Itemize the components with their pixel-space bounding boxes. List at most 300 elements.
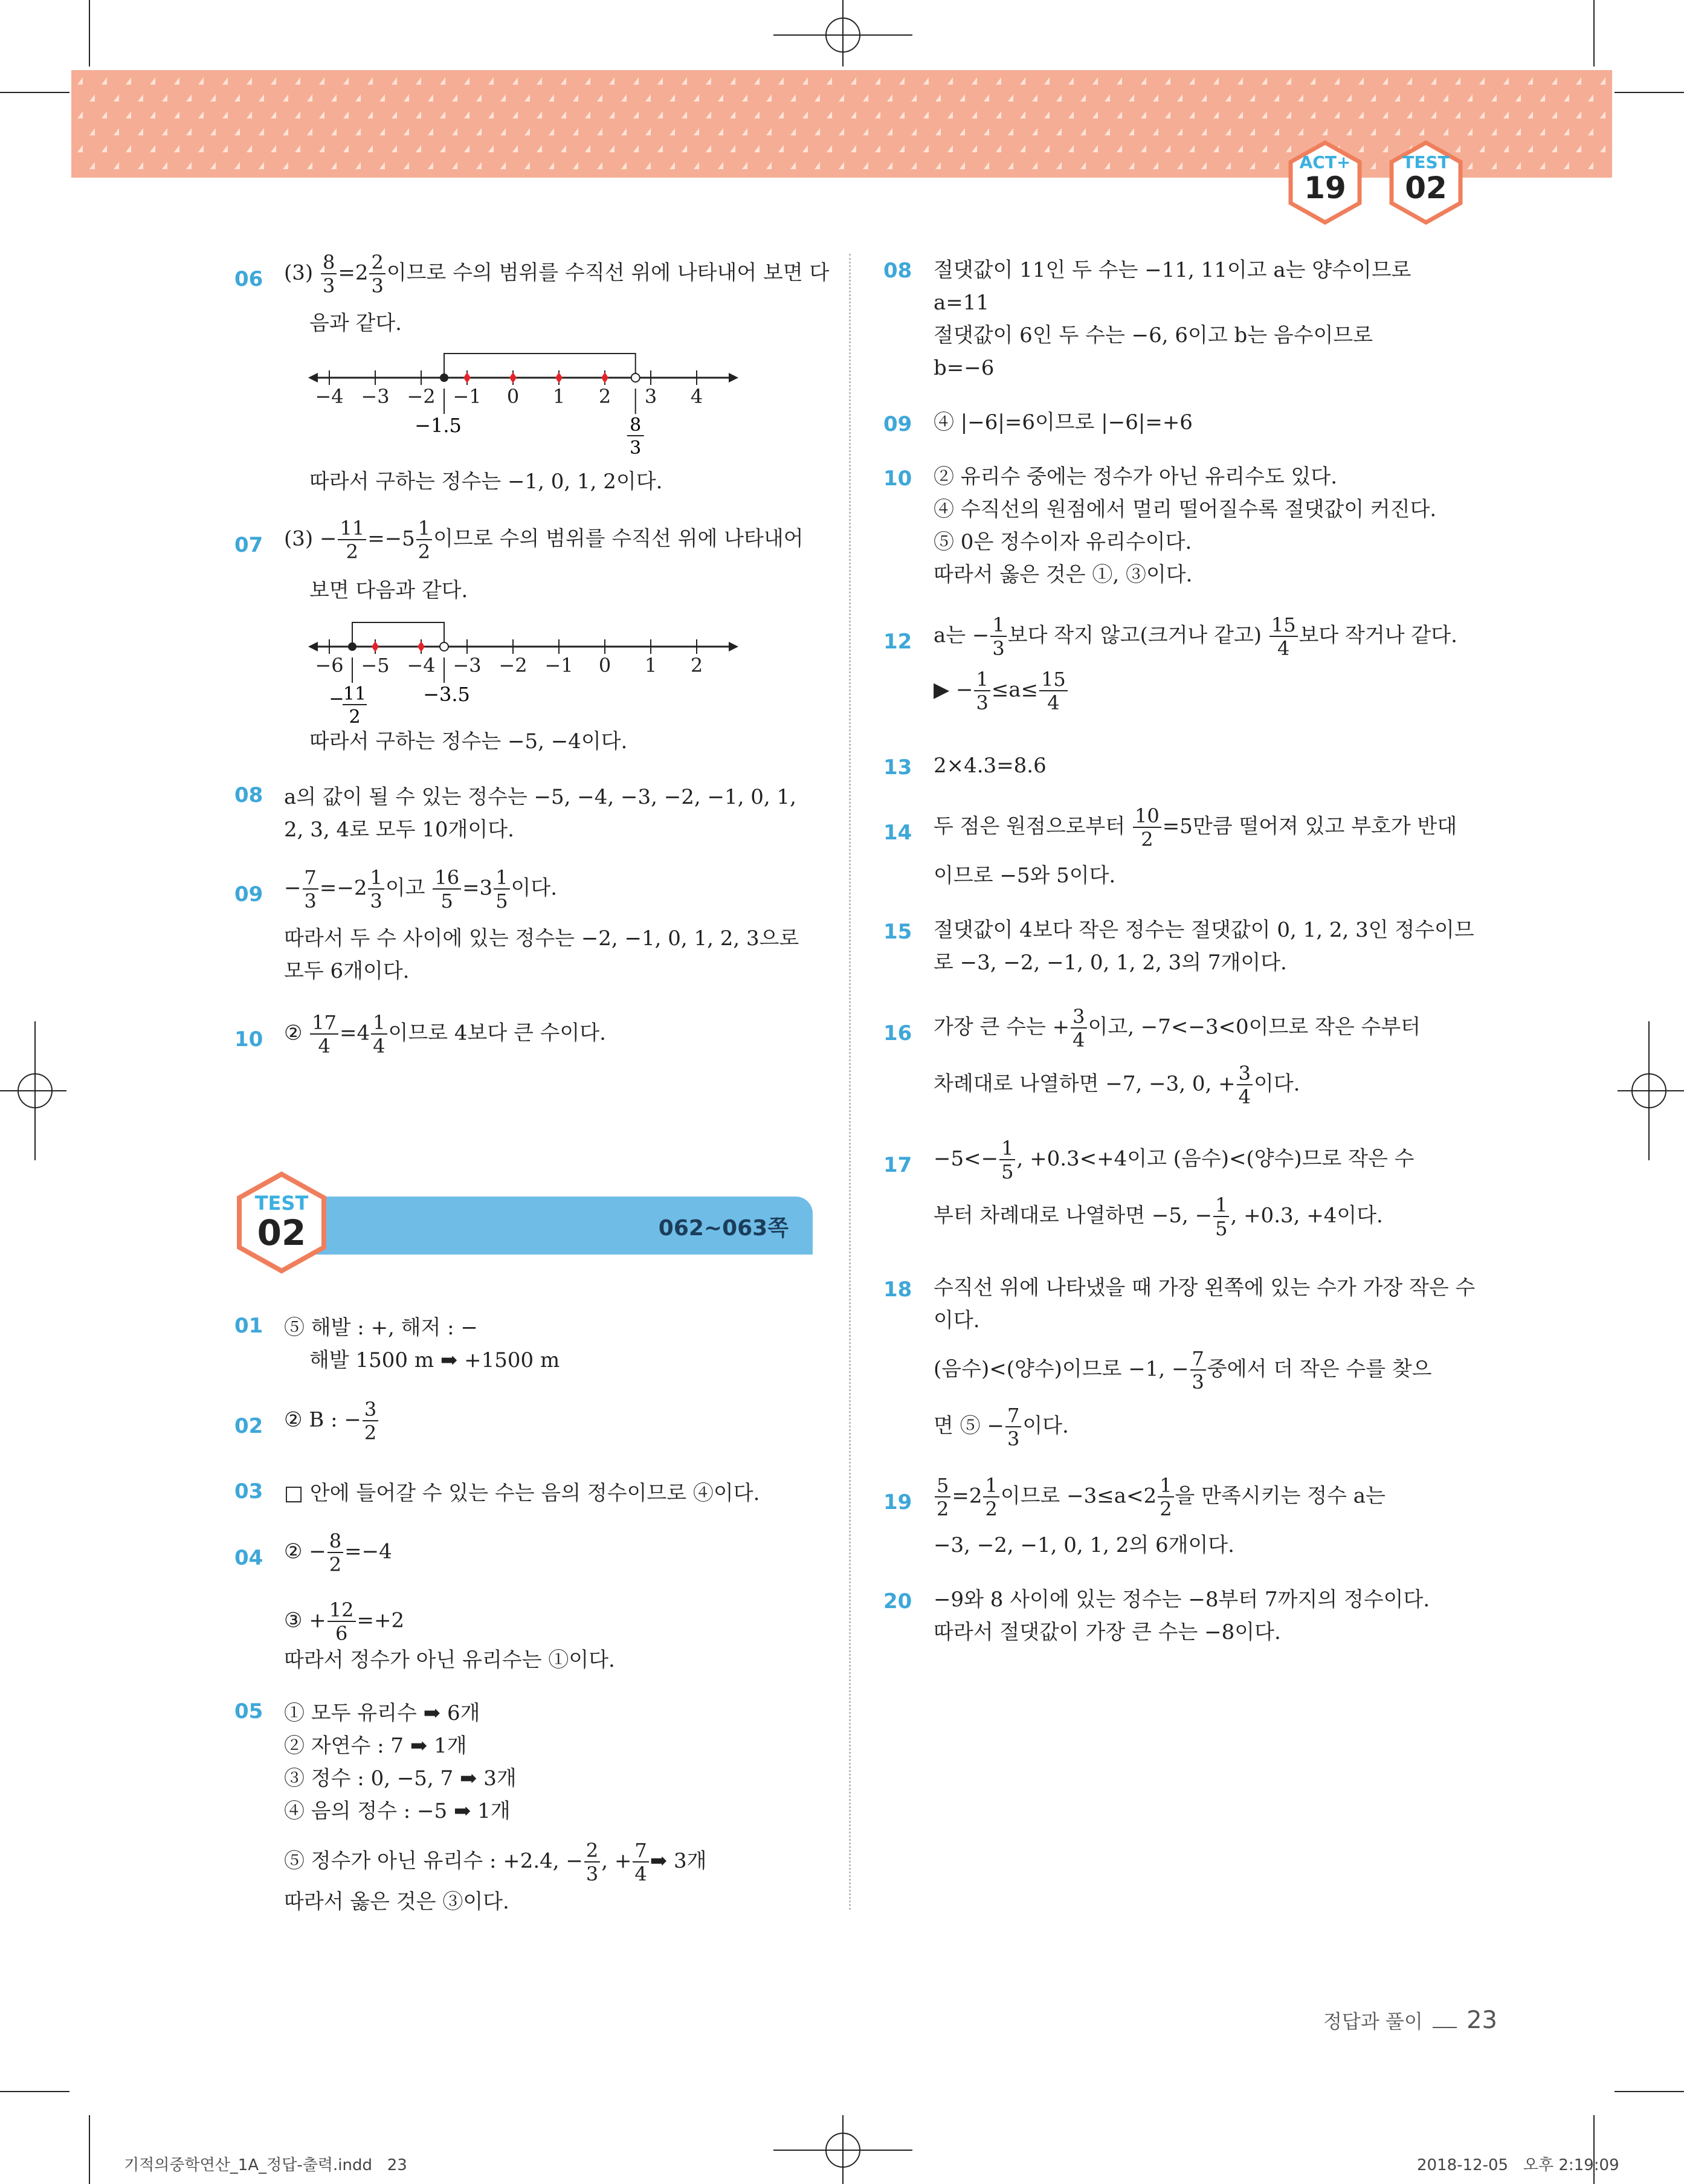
banner-pattern-mark [1262,111,1267,118]
banner-pattern-mark [1310,77,1315,85]
banner-pattern-mark [1358,77,1364,85]
banner-pattern-mark [89,94,95,102]
banner-pattern-mark [899,111,905,118]
banner-pattern-mark [1540,94,1545,102]
tick-label: −2 [498,654,527,677]
banner-pattern-mark [984,94,989,102]
fraction: $\frac{1}{2}$ [983,1476,999,1519]
banner-pattern-mark [440,145,445,152]
banner-pattern-mark [1008,94,1013,102]
fraction: $\frac{16}{5}$ [433,868,461,911]
banner-pattern-mark [947,111,953,118]
banner-pattern-mark [1044,145,1050,152]
question-number: 12 [883,630,912,654]
fraction: $\frac{3}{4}$ [1237,1064,1253,1107]
banner-pattern-mark [367,145,373,152]
banner-pattern-mark [331,128,337,135]
test-section-label: TEST [254,1192,309,1215]
banner-pattern-mark [1382,145,1388,152]
range-high-numerator: 8 [630,415,642,436]
answer-line: a=11 [934,291,990,315]
banner-pattern-mark [126,145,131,152]
banner-pattern-mark [186,128,192,135]
arrow-right-icon [729,373,738,383]
banner-pattern-mark [379,162,385,169]
banner-pattern-mark [1274,128,1279,135]
banner-pattern-mark [815,128,820,135]
banner-pattern-mark [1431,111,1436,118]
registration-mark-icon [1618,1021,1684,1160]
banner-pattern-mark [1322,128,1328,135]
banner-pattern-mark [1201,162,1207,169]
banner-pattern-mark [343,77,349,85]
fraction: $\frac{11}{2}$ [338,519,366,561]
banner-pattern-mark [766,128,772,135]
question-number: 06 [234,267,263,291]
answer-line: 절댓값이 4보다 작은 정수는 절댓값이 0, 1, 2, 3인 정수이므 [934,918,1474,942]
tick-label: 2 [690,654,703,677]
banner-pattern-mark [1515,94,1521,102]
tick-label: 0 [506,385,520,408]
banner-pattern-mark [1129,128,1134,135]
banner-pattern-mark [234,128,240,135]
banner-pattern-mark [1528,111,1533,118]
open-endpoint [440,642,448,651]
fraction: $\frac{10}{2}$ [1133,806,1161,849]
banner-pattern-mark [1455,77,1460,85]
banner-pattern-mark [1274,162,1279,169]
banner-pattern-mark [283,162,288,169]
banner-pattern-mark [259,94,264,102]
tick-label: 0 [598,654,611,677]
banner-pattern-mark [416,145,421,152]
banner-pattern-mark [839,128,844,135]
banner-pattern-mark [77,77,83,85]
fraction: $\frac{15}{4}$ [1039,670,1068,712]
banner-pattern-mark [343,145,349,152]
banner-pattern-mark [162,162,167,169]
banner-pattern-mark [972,111,977,118]
banner-pattern-mark [114,94,119,102]
banner-pattern-mark [1056,162,1062,169]
banner-pattern-mark [126,111,131,118]
answer-line: (3) $\frac{8}{3}$ =2 $\frac{2}{3}$ 이므로 수의 범위를 수직선 위에 나타내어 보면 다 [284,251,830,297]
banner-pattern-mark [972,145,977,152]
range-low-numerator: 11 [343,683,367,705]
banner-pattern-mark [669,94,675,102]
banner-pattern-mark [657,77,663,85]
closed-endpoint [440,373,448,382]
banner-pattern-mark [597,128,602,135]
banner-pattern-mark [851,145,856,152]
integer-point-marker [418,641,425,652]
banner-pattern-mark [428,162,433,169]
banner-pattern-mark [960,94,965,102]
tick-label: −6 [315,654,344,677]
banner-pattern-mark [1189,145,1195,152]
question-number: 08 [234,783,263,807]
banner-pattern-mark [1370,162,1376,169]
banner-pattern-mark [984,128,989,135]
banner-pattern-mark [718,162,723,169]
answer-line: − $\frac{7}{3}$ =−2 $\frac{1}{3}$ 이고 $\frac{16}{5}$ =3 $\frac{1}{5}$ 이다. [284,866,558,913]
banner-pattern-mark [1491,162,1497,169]
banner-pattern-mark [89,162,95,169]
banner-pattern-mark [1189,77,1195,85]
answer-line: 이다. [934,1308,980,1333]
banner-pattern-mark [126,77,131,85]
banner-pattern-mark [464,145,469,152]
question-number: 13 [883,755,912,780]
integer-point-marker [601,372,608,383]
answer-line: 보면 다음과 같다. [309,578,468,603]
banner-pattern-mark [1020,111,1025,118]
banner-pattern-mark [1189,111,1195,118]
question-number: 03 [234,1479,263,1504]
answer-line: (음수)<(양수)이므로 −1, − $\frac{7}{3}$ 중에서 더 작은 수를 찾으 [934,1347,1432,1394]
banner-pattern-mark [1068,145,1074,152]
banner-pattern-mark [319,77,324,85]
banner-pattern-mark [947,145,953,152]
timestamp: 2018-12-05 오후 2:19:09 [1417,2156,1619,2174]
fraction: $\frac{7}{3}$ [1005,1406,1021,1449]
banner-pattern-mark [476,128,482,135]
answer-line: 로 −3, −2, −1, 0, 1, 2, 3의 7개이다. [934,951,1287,975]
banner-pattern-mark [730,145,735,152]
banner-pattern-mark [1552,145,1557,152]
answer-line: ④ |−6|=6이므로 |−6|=+6 [934,410,1193,435]
answer-line: b=−6 [934,356,995,380]
banner-pattern-mark [1141,77,1146,85]
banner-pattern-mark [1286,111,1291,118]
answer-line: $\frac{5}{2}$ =2 $\frac{1}{2}$ 이므로 −3≤a<2 $\frac{1}{2}$ 을 만족시키는 정수 a는 [934,1476,1386,1519]
banner-pattern-mark [1262,145,1267,152]
banner-pattern-mark [1298,128,1303,135]
banner-pattern-mark [524,94,530,102]
question-number: 19 [883,1490,912,1514]
banner-pattern-mark [1515,128,1521,135]
file-info: 기적의중학연산_1A_정답-출력.indd 23 [124,2156,407,2174]
banner-pattern-mark [1105,162,1110,169]
banner-pattern-mark [1419,94,1424,102]
banner-pattern-mark [1117,111,1122,118]
banner-pattern-mark [102,111,107,118]
banner-pattern-mark [947,77,953,85]
tick-label: −5 [361,654,390,677]
test-badge-label: TEST [1402,152,1450,172]
answer-line: 따라서 두 수 사이에 있는 정수는 −2, −1, 0, 1, 2, 3으로 [284,926,799,951]
banner-pattern-mark [428,94,433,102]
banner-pattern-mark [790,162,796,169]
banner-pattern-mark [1105,94,1110,102]
answer-line: ③ 정수 : 0, −5, 7 ➡ 3개 [284,1766,517,1791]
banner-pattern-mark [295,111,300,118]
banner-pattern-mark [1250,128,1255,135]
column-divider [849,254,851,1910]
banner-pattern-mark [1407,77,1412,85]
banner-pattern-mark [1370,128,1376,135]
answer-conclusion: 따라서 구하는 정수는 −5, −4이다. [309,729,628,754]
banner-pattern-mark [343,111,349,118]
banner-pattern-mark [1515,162,1521,169]
banner-pattern-mark [911,94,917,102]
test-badge-number: 02 [1405,170,1447,205]
banner-pattern-mark [1117,77,1122,85]
banner-pattern-mark [549,162,554,169]
banner-pattern-mark [827,145,832,152]
banner-pattern-mark [1165,77,1170,85]
banner-pattern-mark [645,162,651,169]
banner-pattern-mark [1467,128,1473,135]
banner-pattern-mark [694,162,699,169]
banner-pattern-mark [1588,128,1593,135]
question-number: 08 [883,259,912,283]
question-number: 05 [234,1699,263,1724]
banner-pattern-mark [488,145,494,152]
question-number: 15 [883,920,912,944]
arrow-right-icon [729,642,738,651]
fraction: $\frac{7}{3}$ [1190,1349,1206,1392]
fraction: $\frac{1}{5}$ [494,868,509,911]
banner-pattern-mark [307,128,312,135]
banner-pattern-mark [1201,94,1207,102]
banner-pattern-mark [621,162,627,169]
banner-pattern-mark [923,111,929,118]
banner-pattern-mark [102,145,107,152]
banner-pattern-mark [355,94,361,102]
answer-line: 따라서 옳은 것은 ③이다. [284,1890,509,1914]
banner-pattern-mark [198,77,204,85]
banner-pattern-mark [1153,162,1158,169]
banner-pattern-mark [1503,145,1509,152]
banner-pattern-mark [621,94,627,102]
tick-label: −3 [453,654,482,677]
integer-point-marker [463,372,471,383]
answer-line: 부터 차례대로 나열하면 −5, − $\frac{1}{5}$ , +0.3, +4이다. [934,1194,1383,1240]
banner-pattern-mark [984,162,989,169]
banner-pattern-mark [355,128,361,135]
banner-pattern-mark [1177,162,1182,169]
page-footer-label: 정답과 풀이 [1323,2010,1423,2033]
banner-pattern-mark [597,94,602,102]
banner-pattern-mark [1008,162,1013,169]
test-section-badge [236,1171,327,1274]
banner-pattern-mark [404,94,409,102]
banner-pattern-mark [1540,128,1545,135]
banner-pattern-mark [1237,145,1243,152]
banner-pattern-mark [802,77,808,85]
range-low-label: −1.5 [415,414,462,437]
banner-pattern-mark [537,77,542,85]
banner-pattern-mark [633,111,639,118]
tick-label: 1 [552,385,566,408]
banner-pattern-mark [114,162,119,169]
banner-pattern-mark [1576,77,1581,85]
banner-pattern-mark [923,145,929,152]
fraction: $\frac{1}{3}$ [368,868,384,911]
banner-pattern-mark [1153,94,1158,102]
banner-pattern-mark [1443,94,1448,102]
answer-line: ③ + $\frac{12}{6}$ =+2 [284,1598,405,1645]
banner-pattern-mark [331,94,337,102]
banner-pattern-mark [694,94,699,102]
answer-conclusion: 따라서 구하는 정수는 −1, 0, 1, 2이다. [309,470,663,494]
banner-pattern-mark [742,128,747,135]
banner-pattern-mark [851,77,856,85]
crop-mark [1615,2091,1684,2092]
banner-pattern-mark [234,162,240,169]
banner-pattern-mark [609,145,615,152]
answer-line: 따라서 옳은 것은 ①, ③이다. [934,563,1193,587]
banner-pattern-mark [404,128,409,135]
banner-pattern-mark [524,162,530,169]
banner-pattern-mark [114,128,119,135]
banner-pattern-mark [138,128,143,135]
banner-pattern-mark [1298,94,1303,102]
tick-label: −1 [544,654,573,677]
banner-pattern-mark [1225,94,1231,102]
banner-pattern-mark [1588,94,1593,102]
banner-pattern-mark [935,128,941,135]
question-number: 02 [234,1414,263,1438]
banner-pattern-mark [1334,111,1340,118]
banner-pattern-mark [77,145,83,152]
answer-line: 가장 큰 수는 + $\frac{3}{4}$ 이고, −7<−3<0이므로 작은 수부터 [934,1005,1421,1052]
banner-pattern-mark [174,111,179,118]
banner-pattern-mark [694,128,699,135]
answer-line: −9와 8 사이에 있는 정수는 −8부터 7까지의 정수이다. [934,1588,1430,1612]
banner-pattern-mark [1600,145,1605,152]
banner-pattern-mark [1092,145,1098,152]
banner-pattern-mark [899,77,905,85]
answer-line: 절댓값이 6인 두 수는 −6, 6이고 b는 음수이므로 [934,323,1373,347]
banner-pattern-mark [1503,77,1509,85]
banner-pattern-mark [802,111,808,118]
banner-pattern-mark [1092,77,1098,85]
banner-pattern-mark [1032,94,1037,102]
banner-pattern-mark [996,145,1001,152]
registration-mark-icon [773,0,912,66]
answer-line: 따라서 절댓값이 가장 큰 수는 −8이다. [934,1620,1281,1644]
banner-pattern-mark [802,145,808,152]
closed-endpoint [348,642,356,651]
banner-pattern-mark [1213,111,1219,118]
banner-pattern-mark [1370,94,1376,102]
banner-pattern-mark [271,77,276,85]
banner-pattern-mark [657,145,663,152]
banner-pattern-mark [259,128,264,135]
answer-line: ④ 수직선의 원점에서 멀리 떨어질수록 절댓값이 커진다. [934,497,1437,522]
banner-pattern-mark [452,128,457,135]
banner-pattern-mark [1068,77,1074,85]
banner-pattern-mark [1431,77,1436,85]
banner-pattern-mark [138,94,143,102]
crop-mark [1593,0,1595,66]
tick-label: 2 [598,385,611,408]
banner-pattern-mark [682,111,687,118]
banner-pattern-mark [404,162,409,169]
banner-pattern-mark [89,128,95,135]
banner-pattern-mark [718,94,723,102]
fraction: $\frac{1}{2}$ [416,519,432,561]
banner-pattern-mark [669,128,675,135]
banner-pattern-mark [609,77,615,85]
minus-sign: − [329,688,344,709]
answer-line: 차례대로 나열하면 −7, −3, 0, + $\frac{3}{4}$ 이다. [934,1062,1300,1108]
arrow-left-icon [308,642,318,651]
integer-point-marker [372,641,379,652]
range-bracket [352,622,444,644]
banner-pattern-mark [488,111,494,118]
banner-pattern-mark [996,111,1001,118]
banner-pattern-mark [1395,128,1400,135]
banner-pattern-mark [609,111,615,118]
answer-line: ② 자연수 : 7 ➡ 1개 [284,1734,467,1758]
banner-pattern-mark [488,77,494,85]
banner-pattern-mark [585,111,590,118]
banner-pattern-mark [790,94,796,102]
answer-line: 면 ⑤ − $\frac{7}{3}$ 이다. [934,1404,1069,1450]
answer-line: ⑤ 0은 정수이자 유리수이다. [934,530,1192,554]
answer-line: ⑤ 정수가 아닌 유리수 : +2.4, − $\frac{2}{3}$ , + $\frac{7}{4}$ ➡ 3개 [284,1839,707,1885]
banner-pattern-mark [295,77,300,85]
question-number: 07 [234,533,263,557]
fraction: $\frac{12}{6}$ [327,1600,356,1643]
fraction: $\frac{15}{4}$ [1269,615,1298,658]
answer-line: ① 모두 유리수 ➡ 6개 [284,1701,480,1725]
banner-pattern-mark [259,162,264,169]
banner-pattern-mark [899,145,905,152]
crop-mark [89,2115,90,2184]
fraction: $\frac{7}{4}$ [633,1841,648,1884]
banner-pattern-mark [319,111,324,118]
number-line [308,610,743,725]
banner-pattern-mark [1080,128,1086,135]
banner-pattern-mark [247,77,252,85]
banner-pattern-mark [1274,94,1279,102]
banner-pattern-mark [392,111,397,118]
header-banner [71,70,1612,178]
test-section-bar [278,1197,813,1255]
fraction: $\frac{1}{3}$ [990,615,1006,658]
banner-pattern-mark [1419,128,1424,135]
banner-pattern-mark [730,111,735,118]
banner-pattern-mark [440,77,445,85]
banner-pattern-mark [766,94,772,102]
answer-line: (3) − $\frac{11}{2}$ =−5 $\frac{1}{2}$ 이므로 수의 범위를 수직선 위에 나타내어 [284,517,804,563]
banner-pattern-mark [815,94,820,102]
act-badge-label: ACT+ [1299,152,1351,172]
fraction: $\frac{17}{4}$ [310,1013,338,1056]
fraction: $\frac{1}{2}$ [1158,1476,1173,1519]
banner-pattern-mark [597,162,602,169]
answer-line: ▶ − $\frac{1}{3}$ ≤a≤ $\frac{15}{4}$ [934,670,1069,712]
answer-line: −5<− $\frac{1}{5}$ , +0.3<+4이고 (음수)<(양수)므로 작은 수 [934,1137,1415,1183]
banner-pattern-mark [911,162,917,169]
answer-line: ④ 음의 정수 : −5 ➡ 1개 [284,1799,511,1823]
question-number: 16 [883,1021,912,1045]
arrow-left-icon [308,373,318,383]
banner-pattern-mark [1262,77,1267,85]
answer-line: 이므로 −5와 5이다. [934,864,1116,888]
fraction: $\frac{1}{5}$ [999,1139,1015,1181]
banner-pattern-mark [247,145,252,152]
banner-pattern-mark [271,145,276,152]
question-number: 09 [234,882,263,906]
banner-pattern-mark [1286,77,1291,85]
banner-pattern-mark [283,94,288,102]
banner-pattern-mark [1334,77,1340,85]
